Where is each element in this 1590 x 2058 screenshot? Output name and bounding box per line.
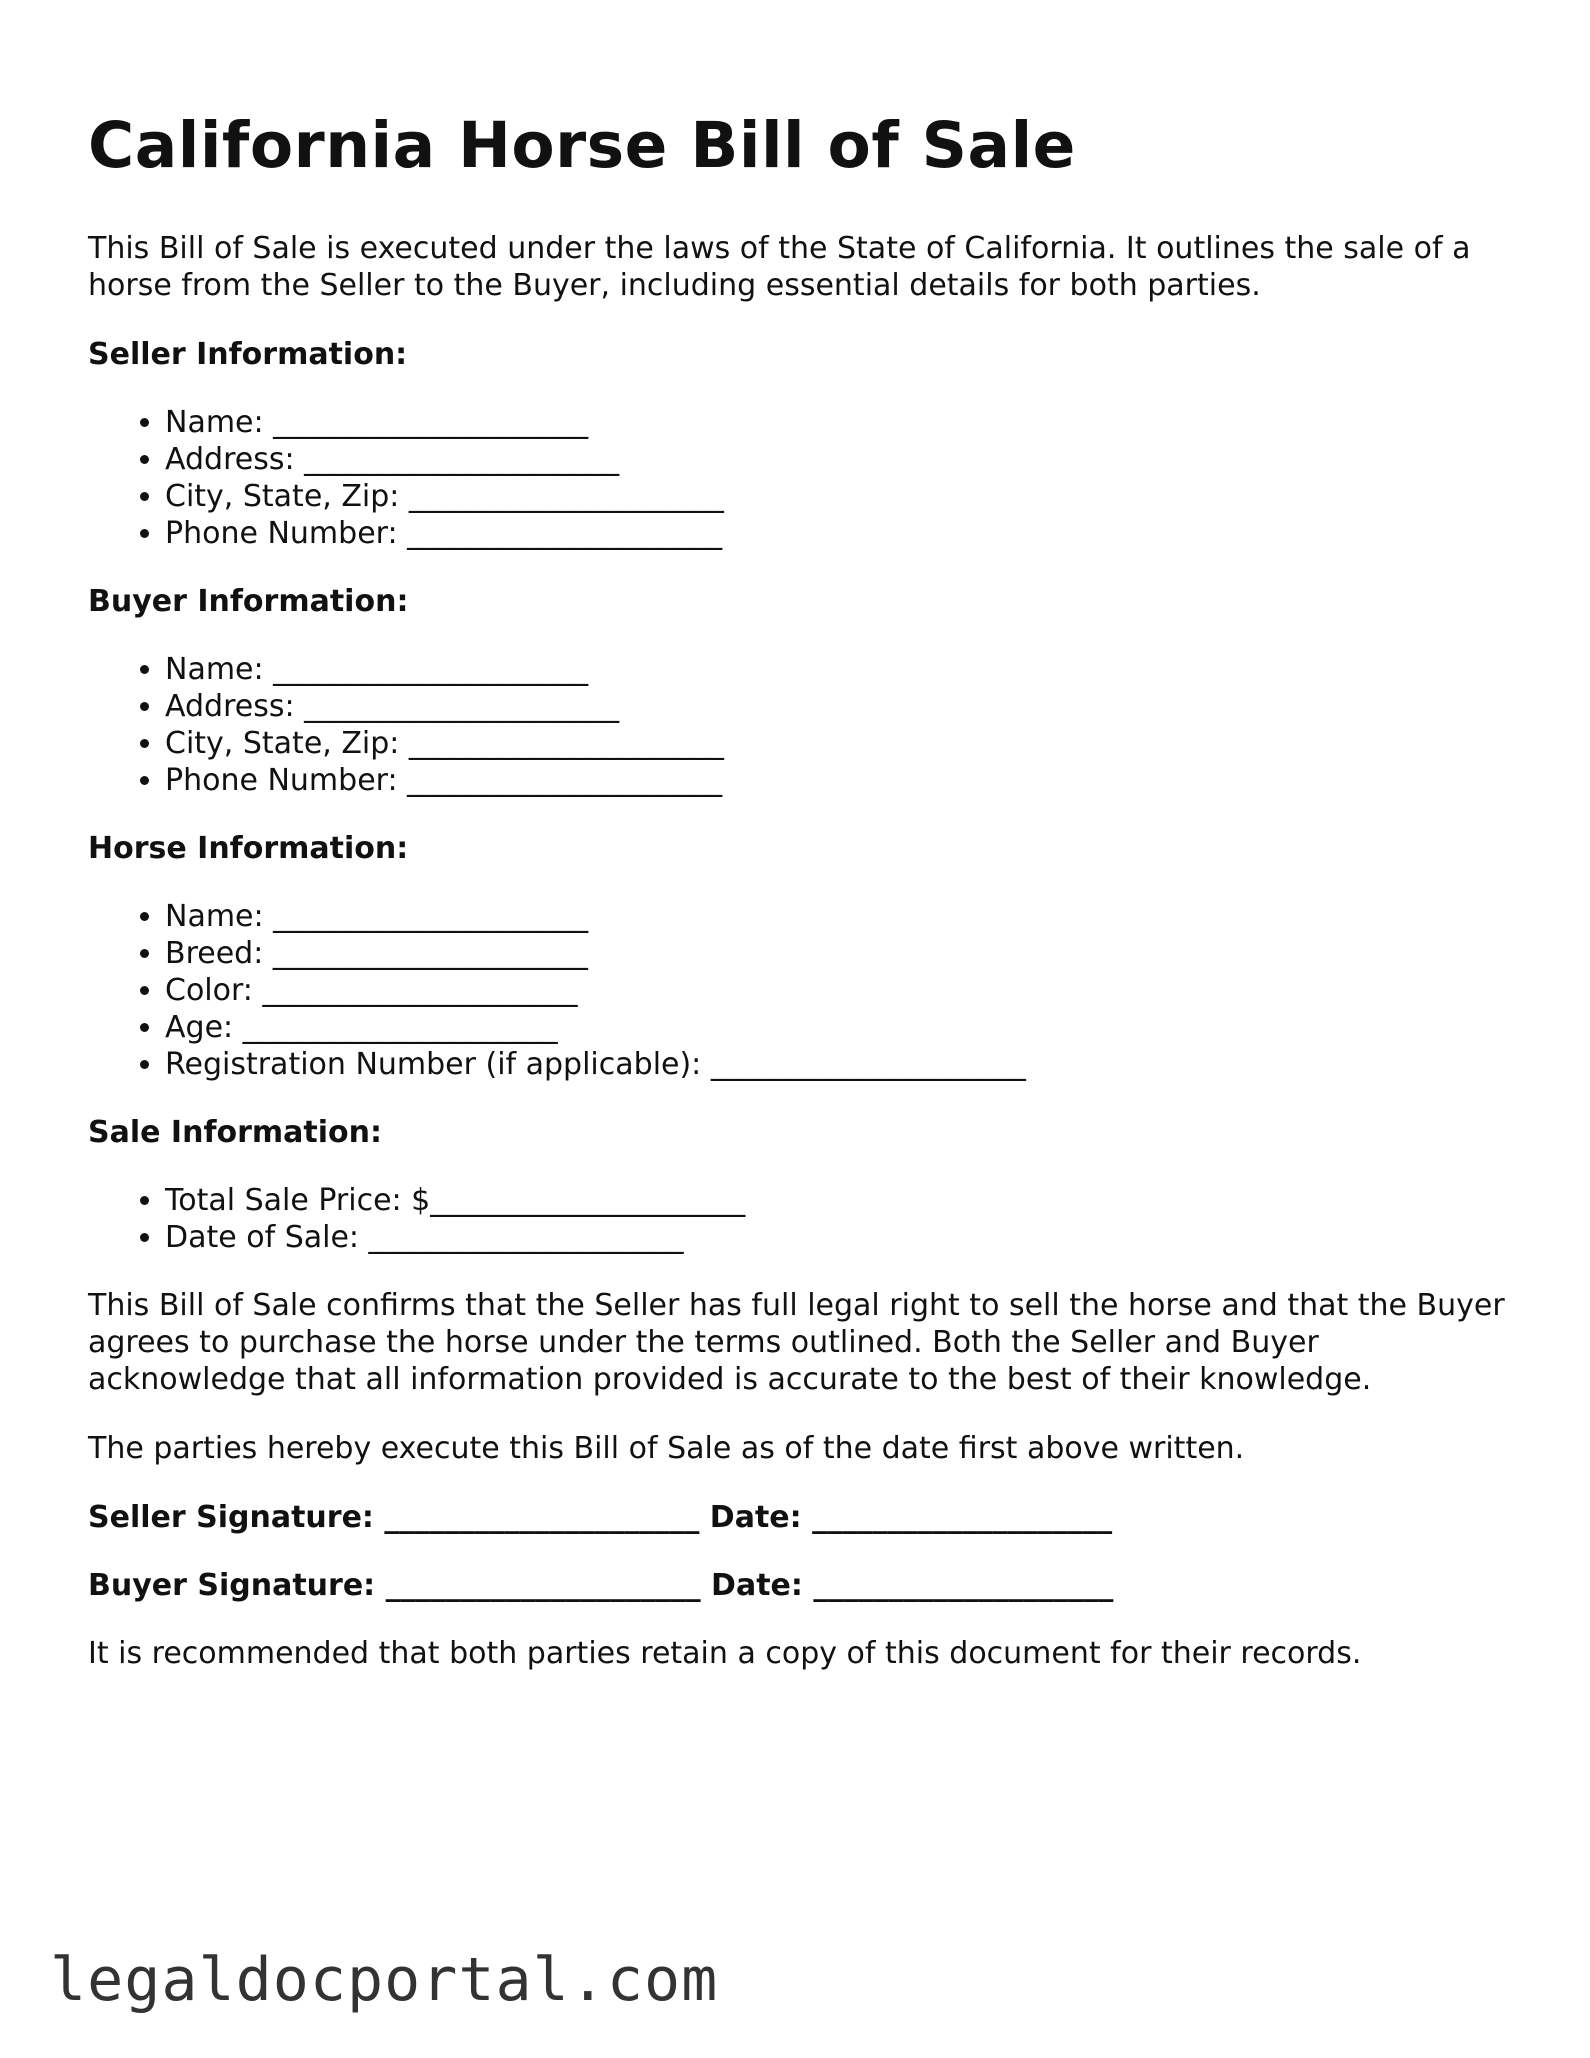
seller-phone-field[interactable]: • Phone Number: _____________________ [165,515,1508,552]
seller-city-state-zip-field[interactable]: • City, State, Zip: _____________________ [165,478,1508,515]
document-page [88,108,1508,1672]
buyer-city-state-zip-field[interactable]: • City, State, Zip: _____________________ [165,725,1508,762]
horse-color-field[interactable]: • Color: _____________________ [165,972,1508,1009]
buyer-section-heading: Buyer Information: [88,584,409,619]
buyer-name-field[interactable]: • Name: _____________________ [165,651,1508,688]
closing-paragraph: This Bill of Sale confirms that the Seller has full legal right to sell the horse and that the Buyer agrees to purchase the horse under the terms outlined. Both the Seller and Buyer acknowledge that all information provided is accurate to the best of their knowledge. [88,1288,1505,1397]
buyer-signature-line[interactable]: Buyer Signature: _____________________ Date: ____________________ [88,1568,1114,1603]
seller-fields-list [88,404,1508,552]
sale-section-heading: Sale Information: [88,1115,382,1150]
buyer-fields-list [88,651,1508,799]
horse-section-heading: Horse Information: [88,831,409,866]
horse-fields-list [88,898,1508,1083]
horse-name-field[interactable]: • Name: _____________________ [165,898,1508,935]
sale-date-field[interactable]: • Date of Sale: _____________________ [165,1219,1508,1256]
sale-fields-list [88,1182,1508,1256]
buyer-phone-field[interactable]: • Phone Number: _____________________ [165,762,1508,799]
document-title: California Horse Bill of Sale [88,109,1076,182]
watermark-logo: legaldocportal.com [50,1945,719,2015]
seller-address-field[interactable]: • Address: _____________________ [165,441,1508,478]
horse-registration-field[interactable]: • Registration Number (if applicable): _____________________ [165,1046,1508,1083]
retain-copy-note: It is recommended that both parties retain a copy of this document for their records. [88,1636,1362,1671]
execution-statement: The parties hereby execute this Bill of Sale as of the date first above written. [88,1431,1245,1466]
horse-age-field[interactable]: • Age: _____________________ [165,1009,1508,1046]
seller-signature-line[interactable]: Seller Signature: _____________________ Date: ____________________ [88,1500,1113,1535]
buyer-address-field[interactable]: • Address: _____________________ [165,688,1508,725]
intro-paragraph: This Bill of Sale is executed under the laws of the State of California. It outlines the sale of a horse from the Seller to the Buyer, including essential details for both parties. [88,231,1471,303]
sale-price-field[interactable]: • Total Sale Price: $_____________________ [165,1182,1508,1219]
horse-breed-field[interactable]: • Breed: _____________________ [165,935,1508,972]
seller-section-heading: Seller Information: [88,337,408,372]
seller-name-field[interactable]: • Name: _____________________ [165,404,1508,441]
